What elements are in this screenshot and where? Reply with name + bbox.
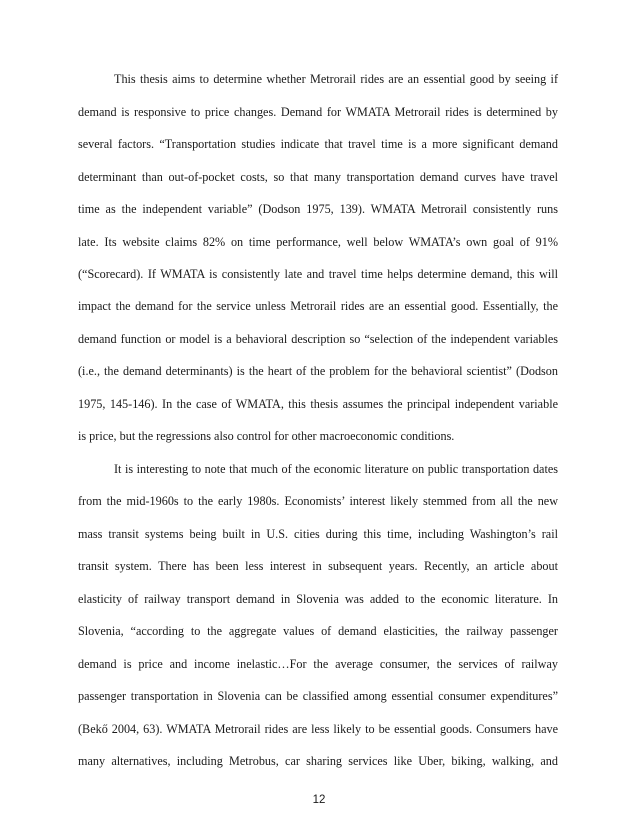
text-line: passenger transportation in Slovenia can be classified among essential consumer expenditures” bbox=[78, 689, 558, 703]
text-line: many alternatives, including Metrobus, car sharing services like Uber, biking, walking, and bbox=[78, 754, 558, 768]
text-line: (i.e., the demand determinants) is the heart of the problem for the behavioral scientist” (Dodson bbox=[78, 364, 558, 378]
text-line: demand function or model is a behavioral description so “selection of the independent variables bbox=[78, 332, 558, 346]
text-line: time as the independent variable” (Dodson 1975, 139). WMATA Metrorail consistently runs bbox=[78, 202, 558, 216]
text-line: determinant than out-of-pocket costs, so that many transportation demand curves have travel bbox=[78, 170, 558, 184]
text-line: mass transit systems being built in U.S. cities during this time, including Washington’s rail bbox=[78, 527, 558, 541]
text-line: Slovenia, “according to the aggregate values of demand elasticities, the railway passenger bbox=[78, 624, 558, 638]
text-line: demand is price and income inelastic…For the average consumer, the services of railway bbox=[78, 657, 558, 671]
text-line: transit system. There has been less interest in subsequent years. Recently, an article about bbox=[78, 559, 558, 573]
text-line: 1975, 145-146). In the case of WMATA, this thesis assumes the principal independent variable bbox=[78, 397, 558, 411]
text-line: several factors. “Transportation studies indicate that travel time is a more significant demand bbox=[78, 137, 558, 151]
page-number: 12 bbox=[312, 794, 326, 806]
text-line: It is interesting to note that much of the economic literature on public transportation dates bbox=[114, 462, 558, 476]
text-line: late. Its website claims 82% on time performance, well below WMATA’s own goal of 91% bbox=[78, 235, 558, 249]
text-line: demand is responsive to price changes. Demand for WMATA Metrorail rides is determined by bbox=[78, 105, 558, 119]
text-line: (Bekő 2004, 63). WMATA Metrorail rides are less likely to be essential goods. Consumers have bbox=[78, 722, 558, 736]
text-line: is price, but the regressions also control for other macroeconomic conditions. bbox=[78, 429, 455, 443]
text-line: impact the demand for the service unless Metrorail rides are an essential good. Essentially, the bbox=[78, 299, 558, 313]
text-line: from the mid-1960s to the early 1980s. Economists’ interest likely stemmed from all the new bbox=[78, 494, 558, 508]
text-line: (“Scorecard). If WMATA is consistently late and travel time helps determine demand, this will bbox=[78, 267, 558, 281]
text-line: This thesis aims to determine whether Metrorail rides are an essential good by seeing if bbox=[114, 72, 558, 86]
text-line: elasticity of railway transport demand in Slovenia was added to the economic literature. In bbox=[78, 592, 558, 606]
